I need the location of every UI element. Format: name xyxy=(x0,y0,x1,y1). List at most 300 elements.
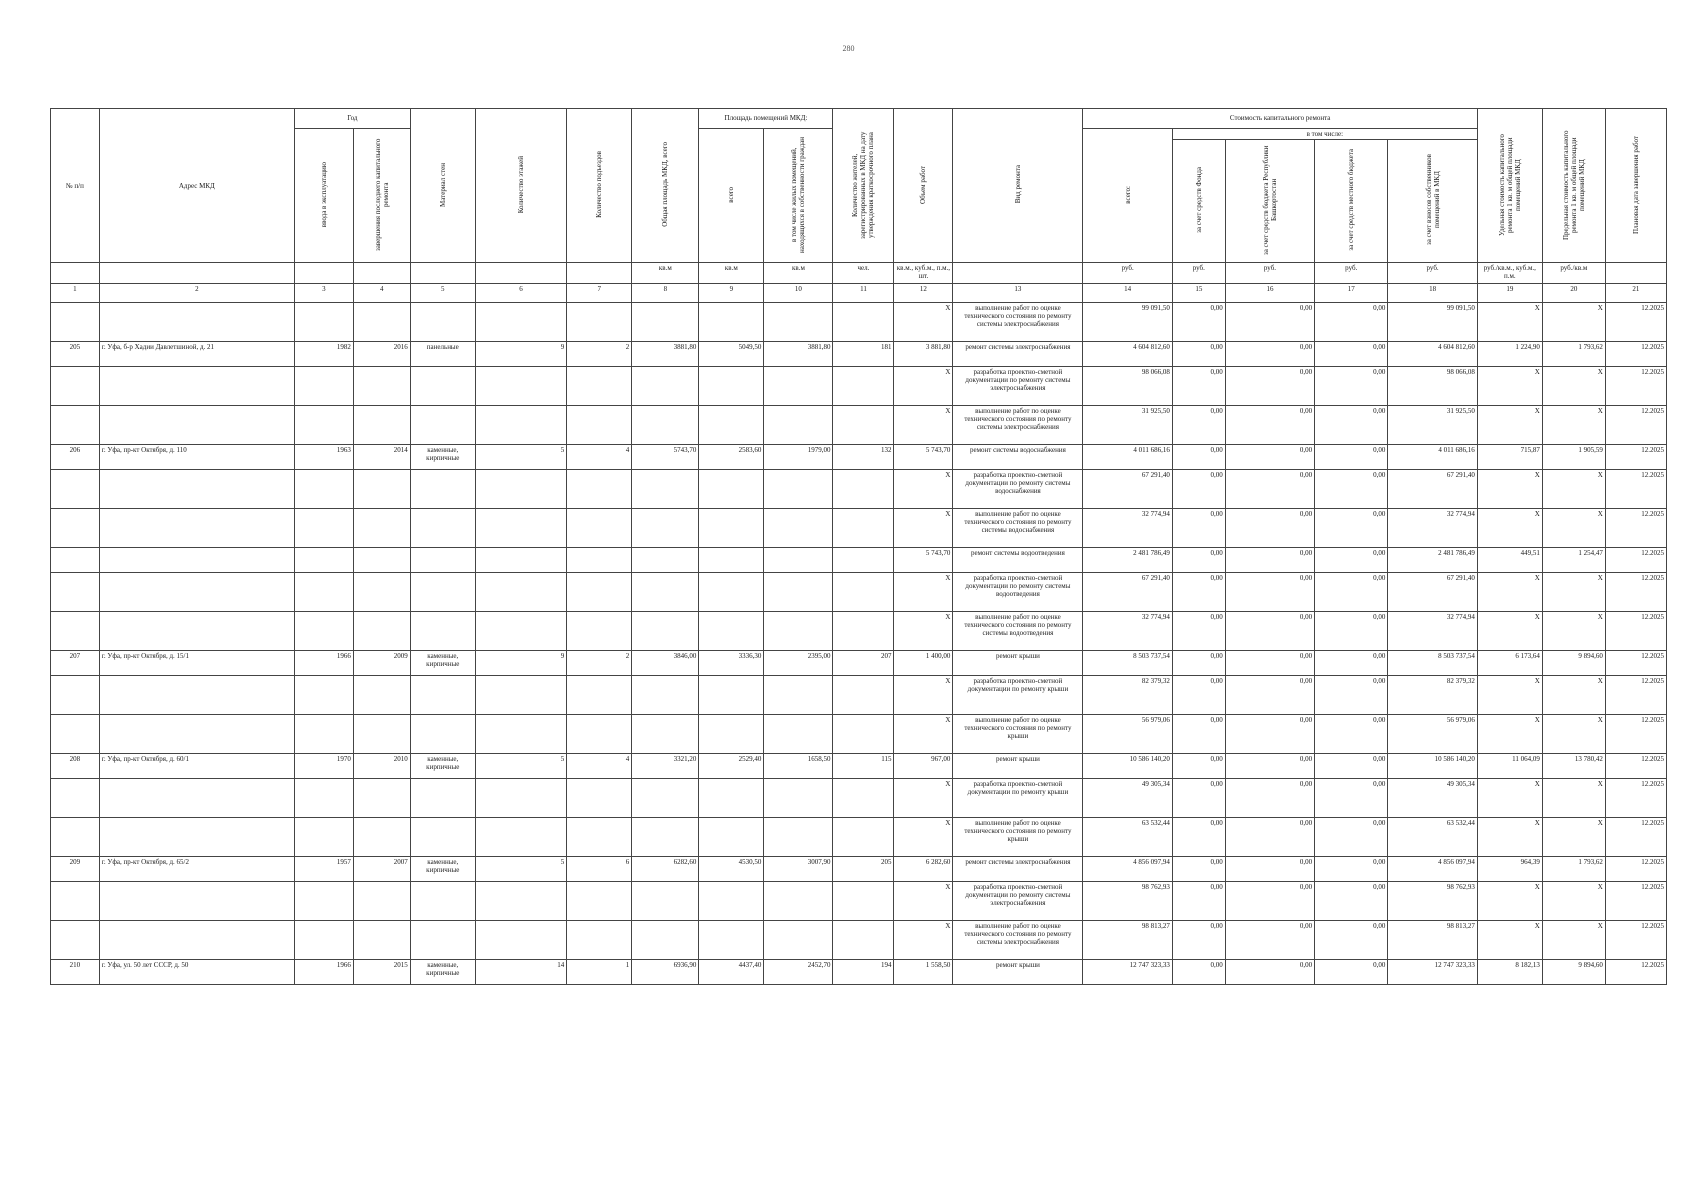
max-cost-cell: X xyxy=(1542,779,1605,818)
work-type-cell: ремонт системы электроснабжения xyxy=(953,342,1083,367)
work-type-cell: разработка проектно-сметной документации по ремонту системы водоснабжения xyxy=(953,470,1083,509)
floors-cell xyxy=(475,715,566,754)
row-number: 210 xyxy=(51,960,100,985)
cost-total-cell: 4 856 097,94 xyxy=(1083,857,1172,882)
cost-local-cell: 0,00 xyxy=(1315,779,1388,818)
entrances-cell xyxy=(567,676,632,715)
cost-republic-cell: 0,00 xyxy=(1225,754,1314,779)
entrances-cell: 1 xyxy=(567,960,632,985)
floors-cell: 5 xyxy=(475,754,566,779)
cost-fund-cell: 0,00 xyxy=(1172,445,1225,470)
cost-republic-cell: 0,00 xyxy=(1225,715,1314,754)
entrances-cell xyxy=(567,715,632,754)
header-premises-owned: в том числе жилых помещений, находящихся в собственности граждан xyxy=(764,129,833,263)
address-cell: г. Уфа, пр-кт Октября, д. 65/2 xyxy=(99,857,294,882)
floors-cell xyxy=(475,921,566,960)
unit-cost-cell: X xyxy=(1477,676,1542,715)
unit-cell: чел. xyxy=(833,263,894,284)
unit-cell: руб./кв.м., куб.м., п.м. xyxy=(1477,263,1542,284)
table-row xyxy=(51,573,1667,612)
cost-owners-cell: 98 066,08 xyxy=(1388,367,1477,406)
deadline-cell: 12.2025 xyxy=(1605,612,1666,651)
unit-cost-cell: 964,39 xyxy=(1477,857,1542,882)
volume-cell: 1 558,50 xyxy=(894,960,953,985)
volume-cell: 967,00 xyxy=(894,754,953,779)
unit-cost-cell: X xyxy=(1477,921,1542,960)
address-cell xyxy=(99,573,294,612)
premises-owned-cell: 1979,00 xyxy=(764,445,833,470)
address-cell xyxy=(99,612,294,651)
premises-owned-cell xyxy=(764,406,833,445)
premises-cell xyxy=(699,548,764,573)
deadline-cell: 12.2025 xyxy=(1605,779,1666,818)
floors-cell xyxy=(475,548,566,573)
repair-plan-table xyxy=(50,108,1667,985)
cost-total-cell: 98 813,27 xyxy=(1083,921,1172,960)
header-year-commission: ввода в эксплуатацию xyxy=(294,129,353,263)
cost-local-cell: 0,00 xyxy=(1315,612,1388,651)
total-area-cell xyxy=(632,715,699,754)
cost-owners-cell: 31 925,50 xyxy=(1388,406,1477,445)
unit-cost-cell: X xyxy=(1477,367,1542,406)
cost-local-cell: 0,00 xyxy=(1315,342,1388,367)
floors-cell xyxy=(475,818,566,857)
header-wall-material: Материал стен xyxy=(410,109,475,263)
cost-total-cell: 67 291,40 xyxy=(1083,470,1172,509)
premises-cell xyxy=(699,818,764,857)
address-cell xyxy=(99,470,294,509)
year-repair-cell xyxy=(353,882,410,921)
floors-cell xyxy=(475,779,566,818)
cost-total-cell: 4 011 686,16 xyxy=(1083,445,1172,470)
address-cell xyxy=(99,406,294,445)
table-row xyxy=(51,754,1667,779)
cost-republic-cell: 0,00 xyxy=(1225,573,1314,612)
premises-cell xyxy=(699,612,764,651)
premises-cell xyxy=(699,406,764,445)
total-area-cell xyxy=(632,509,699,548)
premises-owned-cell xyxy=(764,818,833,857)
address-cell xyxy=(99,676,294,715)
cost-total-cell: 4 604 812,60 xyxy=(1083,342,1172,367)
table-row xyxy=(51,509,1667,548)
column-number-cell: 18 xyxy=(1388,284,1477,303)
row-number xyxy=(51,367,100,406)
total-area-cell xyxy=(632,818,699,857)
year-commission-cell xyxy=(294,548,353,573)
cost-owners-cell: 32 774,94 xyxy=(1388,509,1477,548)
material-cell xyxy=(410,509,475,548)
cost-total-cell: 31 925,50 xyxy=(1083,406,1172,445)
cost-local-cell: 0,00 xyxy=(1315,470,1388,509)
premises-owned-cell xyxy=(764,921,833,960)
volume-cell: X xyxy=(894,612,953,651)
cost-fund-cell: 0,00 xyxy=(1172,509,1225,548)
cost-fund-cell: 0,00 xyxy=(1172,651,1225,676)
volume-cell: X xyxy=(894,818,953,857)
volume-cell: X xyxy=(894,406,953,445)
cost-republic-cell: 0,00 xyxy=(1225,612,1314,651)
year-repair-cell: 2014 xyxy=(353,445,410,470)
entrances-cell xyxy=(567,367,632,406)
address-cell: г. Уфа, ул. 50 лет СССР, д. 50 xyxy=(99,960,294,985)
column-number-cell: 6 xyxy=(475,284,566,303)
cost-republic-cell: 0,00 xyxy=(1225,342,1314,367)
volume-cell: X xyxy=(894,303,953,342)
row-number xyxy=(51,715,100,754)
table-row xyxy=(51,612,1667,651)
cost-total-cell: 12 747 323,33 xyxy=(1083,960,1172,985)
column-number-cell: 11 xyxy=(833,284,894,303)
cost-republic-cell: 0,00 xyxy=(1225,406,1314,445)
max-cost-cell: X xyxy=(1542,470,1605,509)
row-number xyxy=(51,921,100,960)
volume-cell: X xyxy=(894,470,953,509)
row-number: 208 xyxy=(51,754,100,779)
row-number xyxy=(51,470,100,509)
year-commission-cell: 1966 xyxy=(294,651,353,676)
material-cell xyxy=(410,612,475,651)
material-cell xyxy=(410,779,475,818)
deadline-cell: 12.2025 xyxy=(1605,445,1666,470)
header-cost-republic: за счет средств бюджета Республики Башкортостан xyxy=(1225,140,1314,263)
year-commission-cell xyxy=(294,573,353,612)
volume-cell: X xyxy=(894,921,953,960)
year-repair-cell xyxy=(353,818,410,857)
residents-cell xyxy=(833,612,894,651)
address-cell: г. Уфа, пр-кт Октября, д. 60/1 xyxy=(99,754,294,779)
premises-cell: 2583,60 xyxy=(699,445,764,470)
header-year-last-repair: завершения последнего капитального ремонта xyxy=(353,129,410,263)
work-type-cell: ремонт крыши xyxy=(953,651,1083,676)
total-area-cell xyxy=(632,470,699,509)
premises-cell xyxy=(699,715,764,754)
year-repair-cell xyxy=(353,406,410,445)
premises-owned-cell xyxy=(764,882,833,921)
cost-local-cell: 0,00 xyxy=(1315,818,1388,857)
floors-cell xyxy=(475,367,566,406)
unit-cost-cell: X xyxy=(1477,882,1542,921)
cost-owners-cell: 32 774,94 xyxy=(1388,612,1477,651)
row-number: 206 xyxy=(51,445,100,470)
table-row xyxy=(51,303,1667,342)
volume-cell: X xyxy=(894,509,953,548)
material-cell xyxy=(410,676,475,715)
max-cost-cell: 1 793,62 xyxy=(1542,857,1605,882)
header-total-area: Общая площадь МКД, всего xyxy=(632,109,699,263)
cost-owners-cell: 8 503 737,54 xyxy=(1388,651,1477,676)
row-number xyxy=(51,612,100,651)
work-type-cell: выполнение работ по оценке технического состояния по ремонту системы электроснабжения xyxy=(953,921,1083,960)
total-area-cell xyxy=(632,882,699,921)
unit-cell xyxy=(99,263,294,284)
floors-cell: 5 xyxy=(475,445,566,470)
unit-cell xyxy=(475,263,566,284)
address-cell: г. Уфа, пр-кт Октября, д. 110 xyxy=(99,445,294,470)
cost-owners-cell: 10 586 140,20 xyxy=(1388,754,1477,779)
units-row xyxy=(51,263,1667,284)
deadline-cell: 12.2025 xyxy=(1605,303,1666,342)
premises-cell xyxy=(699,676,764,715)
total-area-cell xyxy=(632,676,699,715)
deadline-cell: 12.2025 xyxy=(1605,754,1666,779)
max-cost-cell: X xyxy=(1542,509,1605,548)
entrances-cell xyxy=(567,573,632,612)
cost-total-cell: 32 774,94 xyxy=(1083,509,1172,548)
cost-owners-cell: 98 762,93 xyxy=(1388,882,1477,921)
year-repair-cell: 2015 xyxy=(353,960,410,985)
cost-local-cell: 0,00 xyxy=(1315,406,1388,445)
floors-cell xyxy=(475,676,566,715)
cost-republic-cell: 0,00 xyxy=(1225,445,1314,470)
cost-local-cell: 0,00 xyxy=(1315,754,1388,779)
cost-local-cell: 0,00 xyxy=(1315,857,1388,882)
volume-cell: X xyxy=(894,573,953,612)
total-area-cell xyxy=(632,548,699,573)
unit-cell: кв.м xyxy=(699,263,764,284)
year-repair-cell: 2007 xyxy=(353,857,410,882)
header-cost-owners: за счет взносов собственников помещений в МКД xyxy=(1388,140,1477,263)
year-repair-cell xyxy=(353,367,410,406)
cost-fund-cell: 0,00 xyxy=(1172,676,1225,715)
premises-owned-cell xyxy=(764,548,833,573)
row-number: 207 xyxy=(51,651,100,676)
column-number-cell: 10 xyxy=(764,284,833,303)
premises-cell xyxy=(699,882,764,921)
cost-total-cell: 63 532,44 xyxy=(1083,818,1172,857)
premises-owned-cell: 2395,00 xyxy=(764,651,833,676)
deadline-cell: 12.2025 xyxy=(1605,406,1666,445)
cost-total-cell: 8 503 737,54 xyxy=(1083,651,1172,676)
entrances-cell xyxy=(567,921,632,960)
year-commission-cell xyxy=(294,509,353,548)
row-number: 209 xyxy=(51,857,100,882)
year-commission-cell xyxy=(294,779,353,818)
header-entrances: Количество подъездов xyxy=(567,109,632,263)
max-cost-cell: 9 894,60 xyxy=(1542,960,1605,985)
unit-cost-cell: X xyxy=(1477,406,1542,445)
year-repair-cell: 2016 xyxy=(353,342,410,367)
work-type-cell: выполнение работ по оценке технического состояния по ремонту крыши xyxy=(953,818,1083,857)
unit-cell xyxy=(953,263,1083,284)
cost-owners-cell: 63 532,44 xyxy=(1388,818,1477,857)
column-number-cell: 17 xyxy=(1315,284,1388,303)
residents-cell: 194 xyxy=(833,960,894,985)
floors-cell: 5 xyxy=(475,857,566,882)
cost-local-cell: 0,00 xyxy=(1315,548,1388,573)
floors-cell xyxy=(475,303,566,342)
cost-local-cell: 0,00 xyxy=(1315,676,1388,715)
cost-fund-cell: 0,00 xyxy=(1172,754,1225,779)
total-area-cell xyxy=(632,303,699,342)
volume-cell: 5 743,70 xyxy=(894,445,953,470)
cost-local-cell: 0,00 xyxy=(1315,882,1388,921)
year-repair-cell xyxy=(353,548,410,573)
residents-cell: 205 xyxy=(833,857,894,882)
header-num: № п/п xyxy=(51,109,100,263)
table-body xyxy=(51,303,1667,985)
max-cost-cell: 1 254,47 xyxy=(1542,548,1605,573)
deadline-cell: 12.2025 xyxy=(1605,882,1666,921)
table-row xyxy=(51,676,1667,715)
residents-cell xyxy=(833,779,894,818)
cost-republic-cell: 0,00 xyxy=(1225,818,1314,857)
work-type-cell: выполнение работ по оценке технического состояния по ремонту системы электроснабжения xyxy=(953,406,1083,445)
work-type-cell: разработка проектно-сметной документации по ремонту крыши xyxy=(953,676,1083,715)
cost-owners-cell: 4 604 812,60 xyxy=(1388,342,1477,367)
year-commission-cell xyxy=(294,470,353,509)
max-cost-cell: 9 894,60 xyxy=(1542,651,1605,676)
total-area-cell: 3321,20 xyxy=(632,754,699,779)
table-row xyxy=(51,342,1667,367)
entrances-cell: 4 xyxy=(567,445,632,470)
floors-cell: 14 xyxy=(475,960,566,985)
work-type-cell: ремонт системы водоотведения xyxy=(953,548,1083,573)
cost-fund-cell: 0,00 xyxy=(1172,857,1225,882)
column-number-cell: 16 xyxy=(1225,284,1314,303)
cost-total-cell: 2 481 786,49 xyxy=(1083,548,1172,573)
address-cell xyxy=(99,367,294,406)
deadline-cell: 12.2025 xyxy=(1605,715,1666,754)
cost-republic-cell: 0,00 xyxy=(1225,548,1314,573)
unit-cell: кв.м., куб.м., п.м., шт. xyxy=(894,263,953,284)
column-number-cell: 5 xyxy=(410,284,475,303)
unit-cost-cell: X xyxy=(1477,573,1542,612)
cost-local-cell: 0,00 xyxy=(1315,367,1388,406)
material-cell xyxy=(410,715,475,754)
total-area-cell xyxy=(632,367,699,406)
year-commission-cell: 1957 xyxy=(294,857,353,882)
cost-owners-cell: 67 291,40 xyxy=(1388,470,1477,509)
cost-republic-cell: 0,00 xyxy=(1225,470,1314,509)
total-area-cell xyxy=(632,921,699,960)
volume-cell: 5 743,70 xyxy=(894,548,953,573)
table-row xyxy=(51,367,1667,406)
premises-cell xyxy=(699,303,764,342)
entrances-cell: 4 xyxy=(567,754,632,779)
header-floors: Количество этажей xyxy=(475,109,566,263)
table-row xyxy=(51,921,1667,960)
year-commission-cell xyxy=(294,406,353,445)
residents-cell xyxy=(833,303,894,342)
unit-cost-cell: 449,51 xyxy=(1477,548,1542,573)
cost-total-cell: 98 762,93 xyxy=(1083,882,1172,921)
column-number-cell: 19 xyxy=(1477,284,1542,303)
premises-owned-cell xyxy=(764,470,833,509)
cost-fund-cell: 0,00 xyxy=(1172,548,1225,573)
material-cell xyxy=(410,921,475,960)
column-number-cell: 7 xyxy=(567,284,632,303)
work-type-cell: разработка проектно-сметной документации по ремонту системы водоотведения xyxy=(953,573,1083,612)
total-area-cell: 3846,00 xyxy=(632,651,699,676)
entrances-cell: 2 xyxy=(567,342,632,367)
unit-cost-cell: X xyxy=(1477,612,1542,651)
work-type-cell: разработка проектно-сметной документации по ремонту крыши xyxy=(953,779,1083,818)
unit-cell: руб. xyxy=(1225,263,1314,284)
column-number-cell: 21 xyxy=(1605,284,1666,303)
max-cost-cell: X xyxy=(1542,921,1605,960)
cost-local-cell: 0,00 xyxy=(1315,509,1388,548)
total-area-cell: 6282,60 xyxy=(632,857,699,882)
year-commission-cell: 1982 xyxy=(294,342,353,367)
header-year: Год xyxy=(294,109,410,129)
cost-fund-cell: 0,00 xyxy=(1172,612,1225,651)
header-work-type: Вид ремонта xyxy=(953,109,1083,263)
cost-fund-cell: 0,00 xyxy=(1172,715,1225,754)
residents-cell xyxy=(833,921,894,960)
material-cell: каменные, кирпичные xyxy=(410,857,475,882)
residents-cell: 181 xyxy=(833,342,894,367)
unit-cell: руб. xyxy=(1388,263,1477,284)
work-type-cell: ремонт системы электроснабжения xyxy=(953,857,1083,882)
column-number-cell: 9 xyxy=(699,284,764,303)
row-number xyxy=(51,676,100,715)
material-cell xyxy=(410,367,475,406)
table-row xyxy=(51,470,1667,509)
unit-cell: руб. xyxy=(1172,263,1225,284)
cost-owners-cell: 56 979,06 xyxy=(1388,715,1477,754)
column-number-cell: 2 xyxy=(99,284,294,303)
material-cell xyxy=(410,303,475,342)
year-commission-cell xyxy=(294,303,353,342)
cost-fund-cell: 0,00 xyxy=(1172,818,1225,857)
column-number-cell: 8 xyxy=(632,284,699,303)
year-commission-cell xyxy=(294,676,353,715)
work-type-cell: выполнение работ по оценке технического состояния по ремонту системы водоснабжения xyxy=(953,509,1083,548)
cost-republic-cell: 0,00 xyxy=(1225,779,1314,818)
material-cell: каменные, кирпичные xyxy=(410,445,475,470)
cost-fund-cell: 0,00 xyxy=(1172,882,1225,921)
max-cost-cell: X xyxy=(1542,612,1605,651)
entrances-cell xyxy=(567,470,632,509)
material-cell xyxy=(410,470,475,509)
cost-fund-cell: 0,00 xyxy=(1172,303,1225,342)
unit-cell xyxy=(410,263,475,284)
residents-cell xyxy=(833,882,894,921)
column-number-cell: 15 xyxy=(1172,284,1225,303)
table-row xyxy=(51,857,1667,882)
cost-owners-cell: 99 091,50 xyxy=(1388,303,1477,342)
deadline-cell: 12.2025 xyxy=(1605,573,1666,612)
cost-owners-cell: 12 747 323,33 xyxy=(1388,960,1477,985)
cost-local-cell: 0,00 xyxy=(1315,960,1388,985)
total-area-cell xyxy=(632,573,699,612)
deadline-cell: 12.2025 xyxy=(1605,342,1666,367)
deadline-cell: 12.2025 xyxy=(1605,470,1666,509)
row-number xyxy=(51,573,100,612)
unit-cell: руб./кв.м xyxy=(1542,263,1605,284)
premises-cell xyxy=(699,367,764,406)
address-cell xyxy=(99,509,294,548)
header-unit-cost: Удельная стоимость капитального ремонта 1 кв. м общей площади помещений МКД xyxy=(1477,109,1542,263)
year-commission-cell: 1970 xyxy=(294,754,353,779)
floors-cell xyxy=(475,406,566,445)
year-commission-cell xyxy=(294,882,353,921)
premises-cell: 2529,40 xyxy=(699,754,764,779)
residents-cell xyxy=(833,470,894,509)
material-cell xyxy=(410,406,475,445)
column-numbers-row xyxy=(51,284,1667,303)
column-number-cell: 4 xyxy=(353,284,410,303)
cost-owners-cell: 4 011 686,16 xyxy=(1388,445,1477,470)
table-row xyxy=(51,406,1667,445)
unit-cost-cell: X xyxy=(1477,715,1542,754)
max-cost-cell: 1 793,62 xyxy=(1542,342,1605,367)
column-number-cell: 12 xyxy=(894,284,953,303)
total-area-cell xyxy=(632,612,699,651)
residents-cell xyxy=(833,509,894,548)
residents-cell xyxy=(833,406,894,445)
